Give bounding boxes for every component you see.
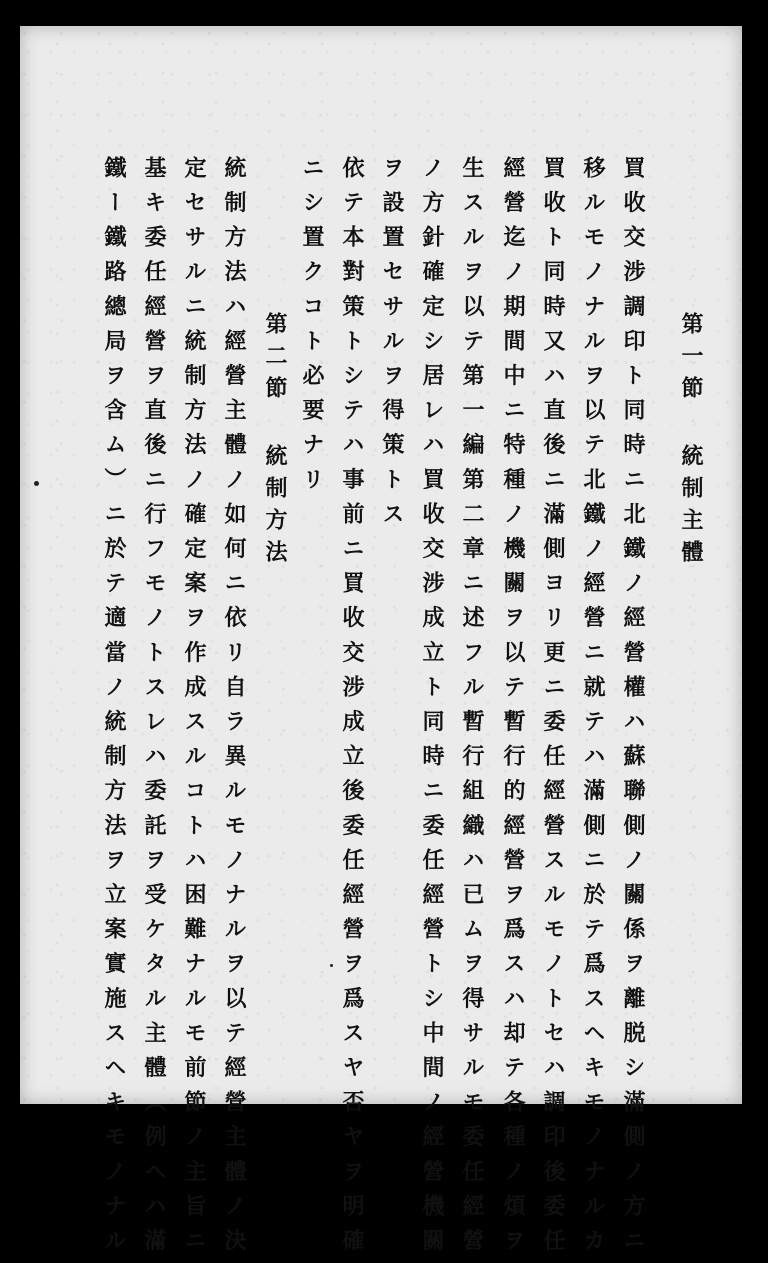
scan-speck (34, 481, 39, 486)
section1-line-7: ヲ設置セサルヲ得策トス (379, 156, 405, 537)
document-page (20, 26, 742, 1263)
section1-line-1: 買收交涉調印ト同時ニ北鐵ノ經營權ハ蘇聯側ノ關係ヲ離脱シ滿側ノ方ニ (620, 156, 646, 1263)
section2-line-2: 定セサルニ統制方法ノ確定案ヲ作成スルコトハ困難ナルモ前節ノ主旨ニ (181, 156, 207, 1263)
section2-line-4: 鐵ー鐵路總局ヲ含ム）ニ於テ適當ノ統制方法ヲ立案實施スヘキモノナル (101, 156, 127, 1263)
section1-heading: 第一節 統制主體 (678, 312, 704, 572)
section2-line-3: 基キ委任經營ヲ直後ニ行フモノトスレハ委託ヲ受ケタル主體（例ヘハ滿 (141, 156, 167, 1263)
section1-line-5: 生スルヲ以テ第一編第二章ニ述フル暫行組織ハ已ムヲ得サルモ委任經營 (459, 156, 485, 1263)
section1-line-6: ノ方針確定シ居レハ買收交涉成立ト同時ニ委任經營トシ中間ノ經營機關 (419, 156, 445, 1263)
section1-line-2: 移ルモノナルヲ以テ北鐵ノ經營ニ就テハ滿側ニ於テ爲スヘキモノナルカ (580, 156, 606, 1263)
section2-heading: 第二節 統制方法 (262, 312, 288, 572)
section2-line-1: 統制方法ハ經營主體ノ如何ニ依リ自ラ異ルモノナルヲ以テ經營主體ノ決 (221, 156, 247, 1263)
section1-line-3: 買收ト同時又ハ直後ニ滿側ヨリ更ニ委任經營スルモノトセハ調印後委任 (540, 156, 566, 1263)
section1-line-8: 依テ本對策トシテハ事前ニ買收交涉成立後委任經營ヲ爲スヤ否ヤヲ明確 (339, 156, 365, 1263)
section1-line-4: 經營迄ノ期間中ニ特種ノ機關ヲ以テ暫行的經營ヲ爲スハ却テ各種ノ煩ヲ (500, 156, 526, 1263)
section1-line-9: ニシ置クコト必要ナリ (299, 156, 325, 502)
scan-speck (330, 964, 333, 967)
